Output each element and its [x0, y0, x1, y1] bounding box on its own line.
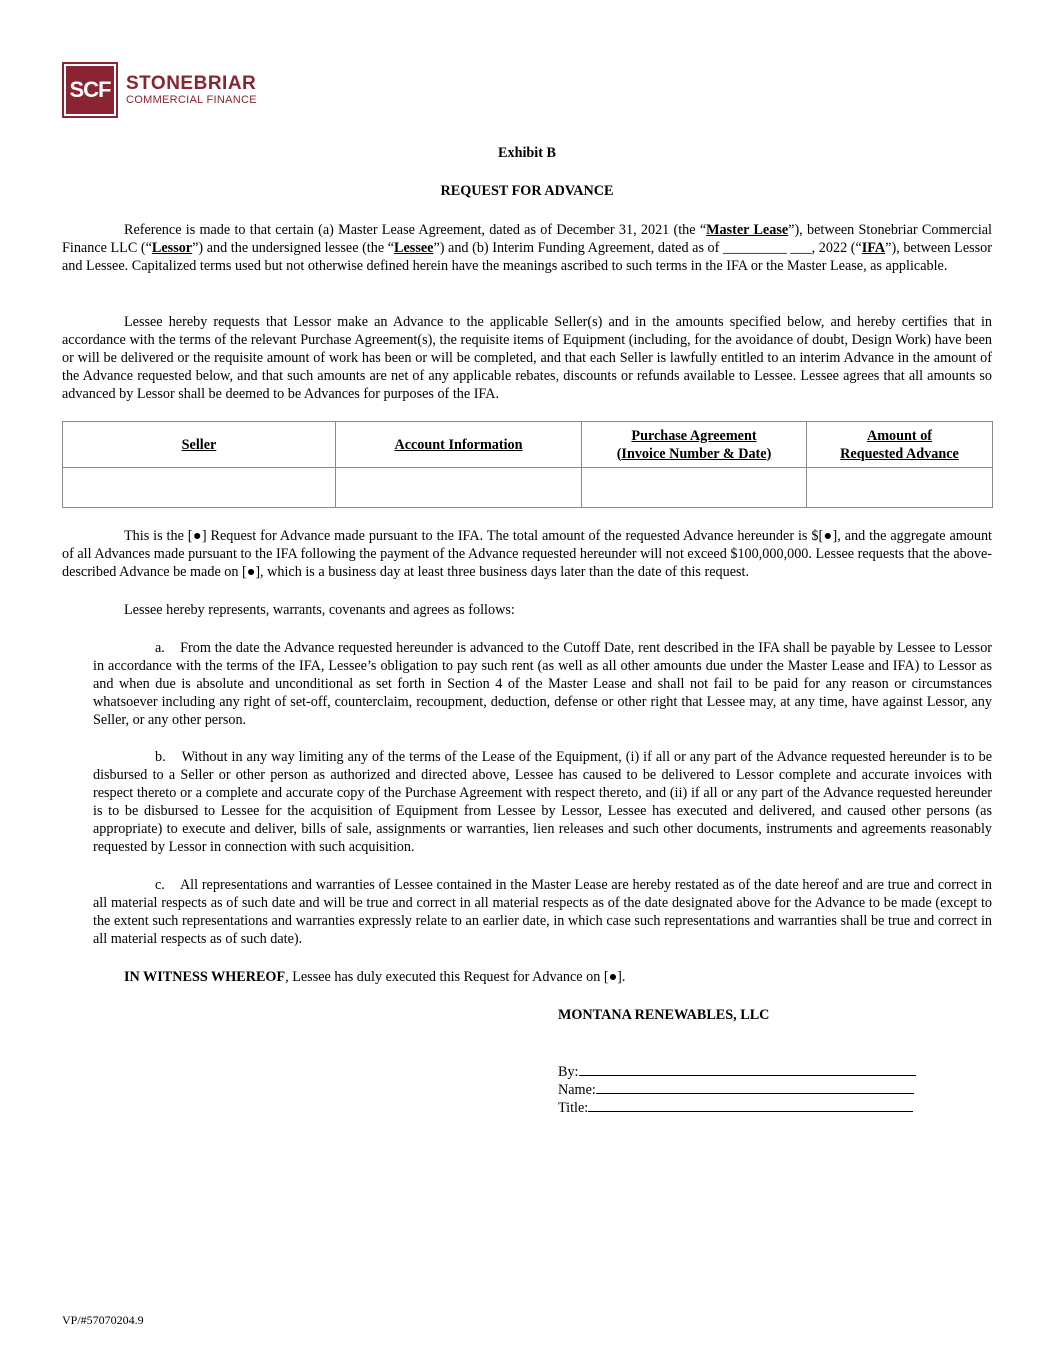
- company-logo: [62, 62, 257, 118]
- signature-by-label: By:: [558, 1064, 579, 1080]
- list-item-text: From the date the Advance requested hereunder is advanced to the Cutoff Date, rent described in the IFA shall be payable by Lessee to Lessor in accordance with the terms of the IFA, Lessee’s obligation to pay such rent (as well as all other amounts due under the Master Lease and IFA) to Lessor as and when due is absolute and unconditional as set forth in Section 4 of the Master Lease and shall not fail to be paid for any reason or circumstances whatsoever including any right of set-off, counterclaim, recoupment, deduction, defense or other right that Lessee may, at any time, have against Lessor, any Seller, or any other person.: [93, 640, 993, 728]
- represents-paragraph: [62, 601, 992, 619]
- cell-amount[interactable]: [807, 468, 993, 508]
- signature-company: MONTANA RENEWABLES, LLC: [558, 1007, 770, 1023]
- list-item: [93, 876, 992, 948]
- list-item-text: Without in any way limiting any of the terms of the Lease of the Equipment, (i) if all or any part of the Advance requested hereunder is to be disbursed to a Seller or other person as authorized and directed above, Lessee has caused to be delivered to Lessor complete and accurate invoices with respect thereto or a complete and accurate copy of the Purchase Agreement with respect thereto, and (ii) if all or any part of the Advance requested hereunder is to be disbursed to Lessee for the acquisition of Equipment from Lessee by Lessor, Lessee has executed and delivered, and caused other persons (as appropriate) to execute and deliver, bills of sale, assignments or warranties, lien releases and such other documents, instruments and agreements reasonably requested by Lessor in connection with such acquisition.: [93, 749, 993, 855]
- header-account-information: Account Information: [336, 422, 582, 468]
- defined-term-ifa: IFA: [861, 240, 886, 256]
- logo-mark: [62, 62, 118, 118]
- represents-text: Lessee hereby represents, warrants, covenants and agrees as follows:: [124, 602, 515, 618]
- advance-table: [62, 421, 993, 508]
- header-amount-line1: Amount of: [866, 427, 933, 444]
- header-purchase-agreement: [582, 422, 807, 468]
- advance-number-text: This is the [●] Request for Advance made pursuant to the IFA. The total amount of the requested Advance hereunder is $[●], and the aggregate amount of all Advances made pursuant to the IFA following the payment of the Advance requested hereunder will not exceed $100,000,000. Lessee requests that the above-described Advance be made on [●], which is a business day at least three business days later than the date of this request.: [62, 528, 992, 580]
- header-purchase-agreement-line2: (Invoice Number & Date): [616, 445, 772, 462]
- defined-term-lessee: Lessee: [394, 240, 434, 256]
- logo-subtitle: COMMERCIAL FINANCE: [126, 93, 257, 106]
- list-item: [93, 748, 992, 856]
- list-item-text: All representations and warranties of Lessee contained in the Master Lease are hereby restated as of the date hereof and are true and correct in all material respects as of such date and will be true and correct in all material respects as of the date designated above for the Advance to be made (except to the extent such representations and warranties expressly relate to an earlier date, in which case such representations and warranties shall be true and correct in all material respects as of such date).: [93, 877, 993, 947]
- signature-name-field[interactable]: [596, 1079, 914, 1094]
- intro-text-4: ”) and (b) Interim Funding Agreement, dated as of _________ ___, 2022 (“: [433, 240, 862, 256]
- signature-name-label: Name:: [558, 1082, 596, 1098]
- signature-title-field[interactable]: [588, 1097, 913, 1112]
- advance-table-header: [63, 422, 993, 468]
- signature-by-field[interactable]: [579, 1061, 916, 1076]
- signature-by-line: [558, 1061, 916, 1079]
- intro-text-3: ”) and the undersigned lessee (the “: [192, 240, 395, 256]
- header-seller: Seller: [63, 422, 336, 468]
- signature-name-line: [558, 1079, 914, 1097]
- list-marker: a.: [155, 640, 165, 656]
- intro-text-1: Reference is made to that certain (a) Master Lease Agreement, dated as of December 31, 2021 (the “: [124, 222, 707, 238]
- exhibit-title: Exhibit B: [498, 145, 556, 161]
- witness-paragraph: [62, 968, 992, 986]
- witness-bold: IN WITNESS WHEREOF: [124, 969, 286, 985]
- list-marker: b.: [155, 749, 166, 765]
- list-marker: c.: [155, 877, 165, 893]
- table-row: [63, 468, 993, 508]
- defined-term-lessor: Lessor: [151, 240, 193, 256]
- signature-title-line: [558, 1097, 913, 1115]
- advance-number-paragraph: [62, 527, 992, 581]
- header-purchase-agreement-line1: Purchase Agreement: [631, 427, 757, 444]
- intro-text-5: ”), between Lessor and Lessee. Capitalized terms used but not otherwise defined herein have the meanings ascribed to such terms in the IFA or the Master Lease, as applicable.: [62, 240, 992, 274]
- request-paragraph: [62, 313, 992, 403]
- logo-wordmark: [126, 74, 257, 107]
- request-paragraph-text: Lessee hereby requests that Lessor make an Advance to the applicable Seller(s) and in the amounts specified below, and hereby certifies that in accordance with the terms of the relevant Purchase Agreement(s), the requisite items of Equipment (including, for the avoidance of doubt, Design Work) have been or will be delivered or the requisite amount of work has been or will be completed, and that each Seller is lawfully entitled to an interim Advance in the amount of the Advance requested below, and that such amounts are net of any applicable rebates, discounts or refunds available to Lessee. Lessee agrees that all amounts so advanced by Lessor shall be deemed to be Advances for purposes of the IFA.: [62, 314, 992, 402]
- intro-text-2: ”), between Stonebriar Commercial Finance LLC (“: [62, 222, 992, 256]
- document-footer-id: VP/#57070204.9: [62, 1313, 144, 1327]
- signature-title-label: Title:: [558, 1100, 589, 1116]
- cell-account-information[interactable]: [336, 468, 582, 508]
- cell-seller[interactable]: [63, 468, 336, 508]
- logo-name: STONEBRIAR: [126, 72, 257, 94]
- cell-purchase-agreement[interactable]: [582, 468, 807, 508]
- witness-text: , Lessee has duly executed this Request for Advance on [●].: [285, 969, 626, 985]
- header-amount-line2: Requested Advance: [840, 445, 959, 462]
- document-title: REQUEST FOR ADVANCE: [440, 183, 614, 199]
- intro-paragraph: [62, 221, 992, 275]
- logo-mark-text: SCF: [66, 66, 114, 114]
- defined-term-master-lease: Master Lease: [706, 222, 789, 238]
- list-item: [93, 639, 992, 729]
- header-amount-requested: [807, 422, 993, 468]
